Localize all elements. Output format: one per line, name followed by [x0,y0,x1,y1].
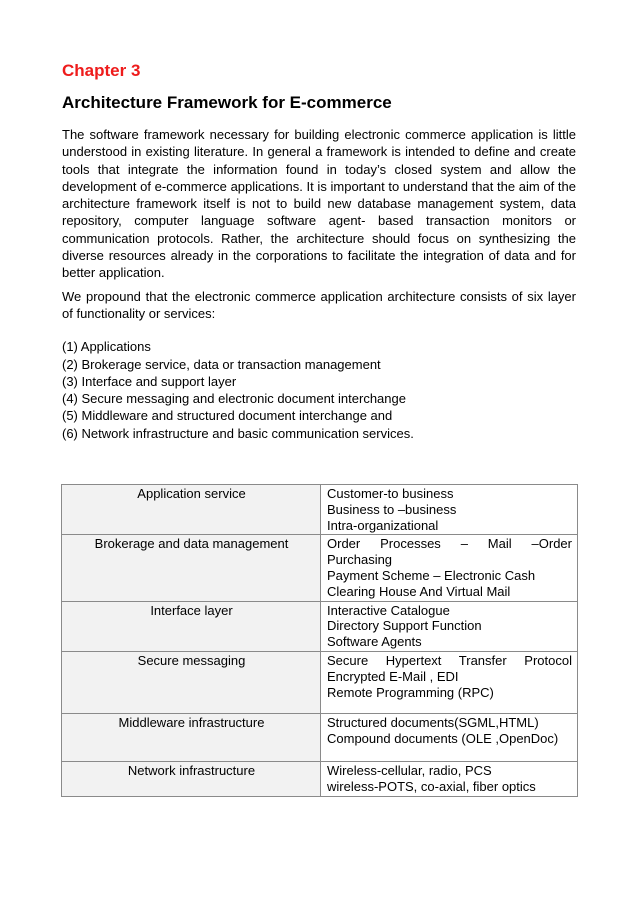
page-title: Architecture Framework for E-commerce [62,93,392,112]
architecture-paragraph: We propound that the electronic commerce application architecture consists of six layer of functionality or services: [62,288,576,321]
service-line: Intra-organizational [327,517,439,533]
service-line: Clearing House And Virtual Mail [327,583,511,599]
service-line: Remote Programming (RPC) [327,684,494,700]
service-line: Business to –business [327,501,457,517]
layer-cell: Brokerage and data management [62,535,321,601]
body-content [62,126,576,442]
layer-cell: Application service [62,485,321,535]
service-line: Compound documents (OLE ,OpenDoc) [327,730,559,746]
service-line: Interactive Catalogue [327,602,450,618]
service-line: Customer-to business [327,486,454,501]
service-line: Structured documents(SGML,HTML) [327,714,539,730]
table-row [62,713,578,761]
table-row [62,651,578,713]
architecture-table [61,484,578,797]
table-row [62,535,578,601]
layer-cell: Network infrastructure [62,761,321,796]
service-line: Secure Hypertext Transfer Protocol [327,652,572,668]
list-item: (4) Secure messaging and electronic document interchange [62,391,406,407]
services-cell [321,761,578,796]
chapter-label: Chapter 3 [62,61,141,80]
service-line: Purchasing [327,552,393,568]
service-line: Software Agents [327,634,422,650]
services-cell [321,601,578,651]
service-line: Wireless-cellular, radio, PCS [327,762,492,778]
list-item: (3) Interface and support layer [62,373,237,389]
service-line: Payment Scheme – Electronic Cash [327,567,536,583]
service-line: wireless-POTS, co-axial, fiber optics [327,778,536,794]
services-cell [321,485,578,535]
table-row [62,601,578,651]
table-row [62,485,578,535]
layer-cell: Middleware infrastructure [62,713,321,761]
service-line: Encrypted E-Mail , EDI [327,668,459,684]
list-item: (2) Brokerage service, data or transaction management [62,356,381,372]
table-row [62,761,578,796]
list-item: (6) Network infrastructure and basic communication services. [62,425,414,441]
list-item: (5) Middleware and structured document interchange and [62,408,393,424]
services-cell [321,651,578,713]
layers-list [62,338,576,442]
list-item: (1) Applications [62,339,151,355]
intro-paragraph: The software framework necessary for building electronic commerce application is little understood in existing literature. In general a framework is intended to define and create tools that integrate the information found in today’s closed system and allow the development of e-commerce applications. It is important to understand that the aim of the architecture framework itself is not to build new database management system, data repository, computer language software agent- based transaction monitors or communication protocols. Rather, the architecture should focus on synthesizing the diverse resources already in the corporations to facilitate the integration of data and for better application. [62,127,576,281]
service-line: Order Processes – Mail –Order [327,536,572,552]
service-line: Directory Support Function [327,618,482,634]
layer-cell: Secure messaging [62,651,321,713]
services-cell [321,713,578,761]
layer-cell: Interface layer [62,601,321,651]
services-cell [321,535,578,601]
